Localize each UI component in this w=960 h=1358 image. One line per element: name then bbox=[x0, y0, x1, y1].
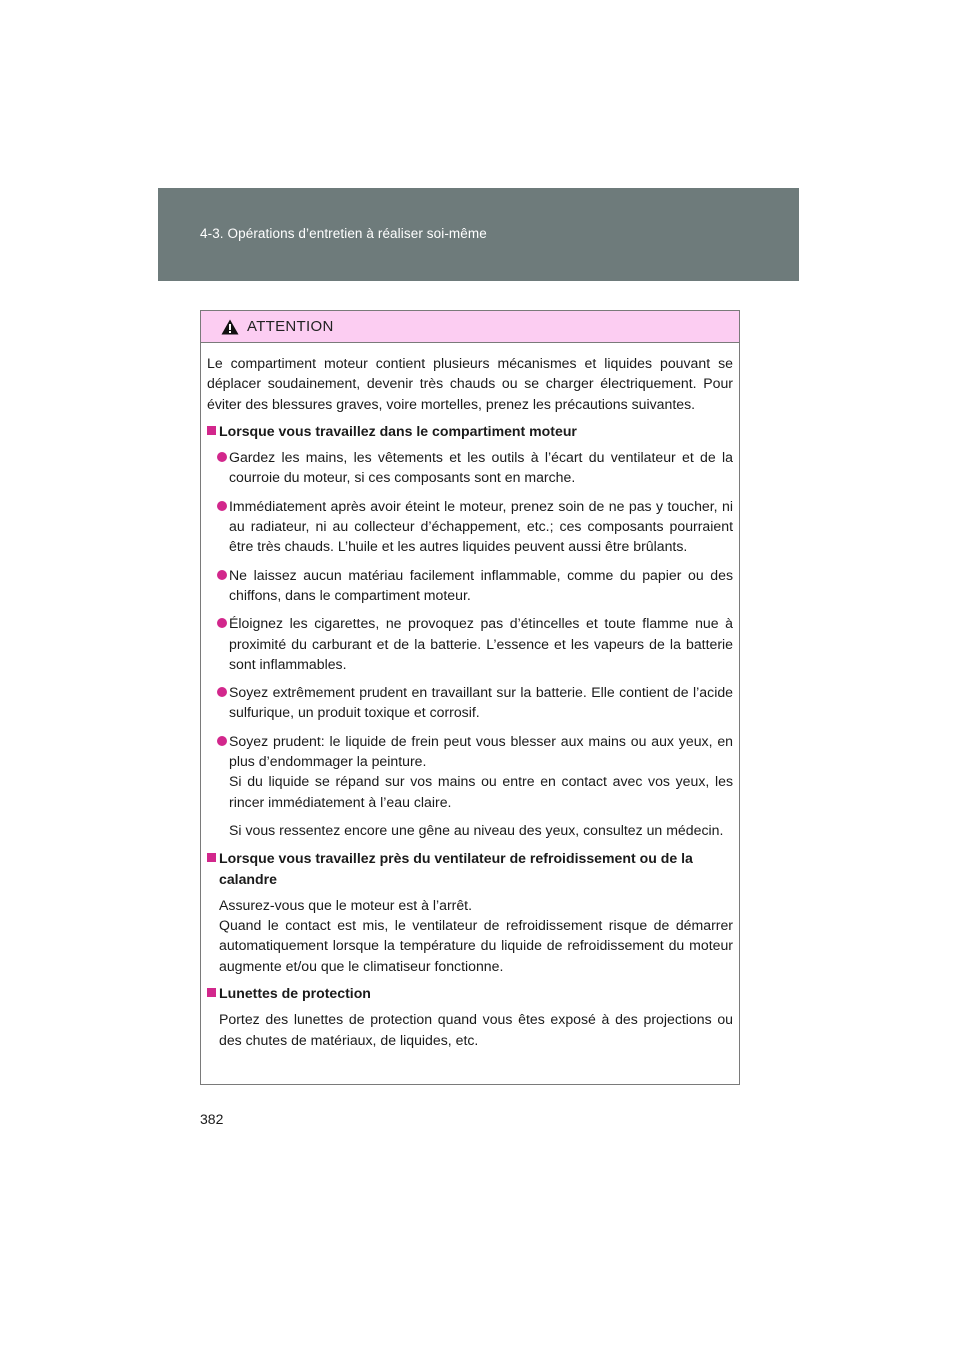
section-header-band bbox=[158, 188, 799, 281]
section-heading-safety-glasses bbox=[207, 983, 733, 1003]
section-text: Assurez-vous que le moteur est à l’arrêt. bbox=[219, 896, 473, 913]
list-item-text: Immédiatement après avoir éteint le moteur, prenez soin de ne pas y toucher, ni au radiateur, ni au collecteur d’échappement, etc.; ces composants pourraient être très chauds. L’huile et les autres liquides peuvent aussi être brûlants. bbox=[229, 497, 733, 555]
list-item-text: Soyez prudent: le liquide de frein peut vous blesser aux mains ou aux yeux, en plus d’endommager la peinture. bbox=[229, 732, 733, 770]
list-item bbox=[207, 496, 733, 557]
warning-box bbox=[200, 310, 740, 1085]
round-bullet-icon bbox=[217, 570, 227, 580]
list-item bbox=[207, 613, 733, 674]
square-bullet-icon bbox=[207, 988, 216, 997]
page-number: 382 bbox=[200, 1111, 224, 1127]
list-item-text: Éloignez les cigarettes, ne provoquez pas d’étincelles et toute flamme nue à proximité du carburant et de la batterie. L’essence et les vapeurs de la batterie sont inflammables. bbox=[229, 615, 733, 672]
round-bullet-icon bbox=[217, 687, 227, 697]
list-item-continuation: Si du liquide se répand sur vos mains ou entre en contact avec vos yeux, les rincer immédiatement à l’eau claire. bbox=[229, 773, 733, 810]
section-heading-cooling-fan bbox=[207, 848, 733, 889]
round-bullet-icon bbox=[217, 618, 227, 628]
warning-title: ATTENTION bbox=[247, 318, 334, 335]
warning-header bbox=[201, 311, 739, 343]
warning-intro: Le compartiment moteur contient plusieurs mécanismes et liquides pouvant se déplacer soudainement, devenir très chauds ou se charger électriquement. Pour éviter des blessures graves, voire mortelles, prenez les précautions suivantes. bbox=[207, 355, 733, 412]
square-bullet-icon bbox=[207, 853, 216, 862]
list-item bbox=[207, 447, 733, 488]
section-heading-engine-compartment bbox=[207, 421, 733, 441]
list-item bbox=[207, 682, 733, 723]
warning-body bbox=[201, 343, 739, 1050]
list-item bbox=[207, 731, 733, 772]
square-bullet-icon bbox=[207, 426, 216, 435]
list-item bbox=[207, 565, 733, 606]
section-text: Quand le contact est mis, le ventilateur de refroidissement risque de démarrer automatiquement lorsque la température du liquide de refroidissement du moteur augmente et/ou que le climatiseur fonctionne. bbox=[219, 917, 733, 974]
round-bullet-icon bbox=[217, 452, 227, 462]
section-title: 4-3. Opérations d’entretien à réaliser soi-même bbox=[200, 226, 487, 241]
section-heading-text: Lunettes de protection bbox=[219, 985, 371, 1002]
round-bullet-icon bbox=[217, 736, 227, 746]
list-item-continuation: Si vous ressentez encore une gêne au niveau des yeux, consultez un médecin. bbox=[229, 821, 724, 838]
section-heading-text: Lorsque vous travaillez dans le compartiment moteur bbox=[219, 422, 577, 439]
warning-triangle-icon bbox=[221, 319, 239, 335]
list-item-text: Soyez extrêmement prudent en travaillant sur la batterie. Elle contient de l’acide sulfurique, un produit toxique et corrosif. bbox=[229, 684, 733, 721]
list-item-text: Gardez les mains, les vêtements et les outils à l’écart du ventilateur et de la courroie du moteur, si ces composants sont en marche. bbox=[229, 449, 733, 486]
section-text: Portez des lunettes de protection quand vous êtes exposé à des projections ou des chutes de matériaux, de liquides, etc. bbox=[219, 1011, 733, 1048]
section-heading-text: Lorsque vous travaillez près du ventilateur de refroidissement ou de la calandre bbox=[219, 850, 693, 887]
round-bullet-icon bbox=[217, 501, 227, 511]
list-item-text: Ne laissez aucun matériau facilement inflammable, comme du papier ou des chiffons, dans le compartiment moteur. bbox=[229, 566, 733, 603]
